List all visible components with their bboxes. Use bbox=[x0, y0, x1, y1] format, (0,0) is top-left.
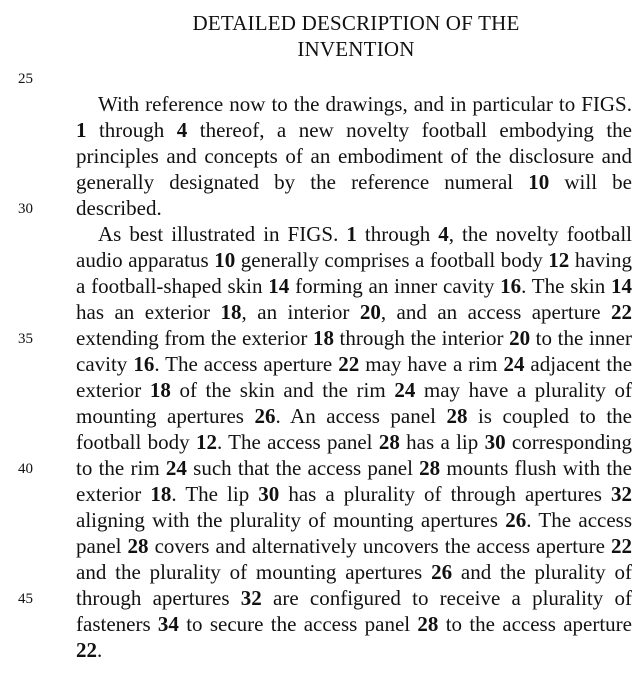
text-run: , an interior bbox=[241, 300, 360, 324]
reference-numeral: 1 bbox=[346, 222, 357, 246]
text-run: has a plurality of through apertures bbox=[279, 482, 612, 506]
text-run: . The access panel bbox=[76, 508, 632, 558]
text-run: , the novelty football audio apparatus bbox=[76, 222, 633, 272]
paragraph bbox=[76, 221, 632, 663]
text-run: are configured to receive a plurality of fasteners bbox=[76, 586, 632, 636]
reference-numeral: 4 bbox=[438, 222, 449, 246]
reference-numeral: 12 bbox=[548, 248, 570, 272]
text-run: . The access panel bbox=[216, 430, 379, 454]
reference-numeral: 4 bbox=[176, 118, 188, 142]
reference-numeral: 12 bbox=[195, 430, 217, 454]
reference-numeral: 10 bbox=[528, 170, 550, 194]
line-number-30: 30 bbox=[18, 201, 33, 217]
reference-numeral: 18 bbox=[220, 300, 242, 324]
text-run: of the skin and the rim bbox=[170, 378, 395, 402]
text-run: is coupled to the football body bbox=[76, 404, 632, 454]
text-run: . The lip bbox=[171, 482, 259, 506]
line-number-40: 40 bbox=[18, 461, 33, 477]
reference-numeral: 20 bbox=[359, 300, 381, 324]
line-number-45: 45 bbox=[18, 591, 33, 607]
reference-numeral: 14 bbox=[611, 274, 633, 298]
text-run: covers and alternatively uncovers the access aperture bbox=[148, 534, 611, 558]
reference-numeral: 16 bbox=[500, 274, 522, 298]
reference-numeral: 26 bbox=[505, 508, 527, 532]
reference-numeral: 32 bbox=[611, 482, 633, 506]
reference-numeral: 20 bbox=[509, 326, 531, 350]
text-run: . bbox=[97, 638, 103, 662]
text-run: to the access aperture bbox=[438, 612, 632, 636]
text-run: through the interior bbox=[333, 326, 510, 350]
text-run: aligning with the plurality of mounting apertures bbox=[76, 508, 506, 532]
text-run: and the plurality of through apertures bbox=[76, 560, 632, 610]
reference-numeral: 32 bbox=[240, 586, 262, 610]
text-run: With reference now to the drawings, and in particular to FIGS. bbox=[98, 92, 632, 116]
reference-numeral: 24 bbox=[394, 378, 416, 402]
reference-numeral: 22 bbox=[338, 352, 360, 376]
text-run: will be described. bbox=[76, 170, 632, 220]
text-run: As best illustrated in FIGS. bbox=[98, 222, 347, 246]
reference-numeral: 22 bbox=[611, 534, 632, 558]
text-run: to the inner cavity bbox=[76, 326, 632, 376]
reference-numeral: 28 bbox=[378, 430, 400, 454]
reference-numeral: 1 bbox=[76, 118, 87, 142]
text-run: and the plurality of mounting apertures bbox=[76, 560, 432, 584]
reference-numeral: 14 bbox=[268, 274, 290, 298]
text-run: forming an inner cavity bbox=[289, 274, 501, 298]
reference-numeral: 28 bbox=[127, 534, 149, 558]
text-run: through bbox=[86, 118, 177, 142]
reference-numeral: 16 bbox=[133, 352, 155, 376]
line-number-25: 25 bbox=[18, 71, 33, 87]
reference-numeral: 34 bbox=[157, 612, 179, 636]
text-run: thereof, a new novelty football embodying the principles and concepts of an embodiment of the disclosure and generally designated by the reference numeral bbox=[76, 118, 632, 194]
text-run: may have a rim bbox=[359, 352, 504, 376]
text-run: to secure the access panel bbox=[178, 612, 418, 636]
text-run: such that the access panel bbox=[186, 456, 420, 480]
text-run: . The skin bbox=[521, 274, 612, 298]
text-run: has a lip bbox=[399, 430, 485, 454]
reference-numeral: 30 bbox=[484, 430, 506, 454]
text-run: . An access panel bbox=[275, 404, 447, 428]
reference-numeral: 28 bbox=[419, 456, 441, 480]
reference-numeral: 24 bbox=[503, 352, 525, 376]
reference-numeral: 28 bbox=[417, 612, 439, 636]
text-run: generally comprises a football body bbox=[235, 248, 549, 272]
text-run: extending from the exterior bbox=[76, 326, 313, 350]
section-heading-line-2: INVENTION bbox=[297, 37, 415, 61]
line-number-35: 35 bbox=[18, 331, 33, 347]
reference-numeral: 10 bbox=[214, 248, 236, 272]
section-heading-line-1: DETAILED DESCRIPTION OF THE bbox=[192, 11, 520, 35]
reference-numeral: 24 bbox=[165, 456, 187, 480]
reference-numeral: 26 bbox=[254, 404, 276, 428]
reference-numeral: 22 bbox=[610, 300, 632, 324]
text-run: may have a plurality of mounting apertures bbox=[76, 378, 633, 428]
description-body bbox=[76, 91, 632, 663]
paragraph bbox=[76, 91, 632, 221]
reference-numeral: 22 bbox=[76, 638, 97, 662]
reference-numeral: 18 bbox=[149, 378, 171, 402]
reference-numeral: 26 bbox=[431, 560, 453, 584]
text-run: , and an access aperture bbox=[380, 300, 611, 324]
reference-numeral: 18 bbox=[312, 326, 334, 350]
text-run: has an exterior bbox=[76, 300, 221, 324]
reference-numeral: 18 bbox=[150, 482, 172, 506]
text-run: corresponding to the rim bbox=[76, 430, 633, 480]
section-heading bbox=[76, 10, 636, 62]
text-run: having a football-shaped skin bbox=[76, 248, 632, 298]
text-run: adjacent the exterior bbox=[76, 352, 633, 402]
text-run: through bbox=[356, 222, 439, 246]
text-run: mounts flush with the exterior bbox=[76, 456, 632, 506]
reference-numeral: 30 bbox=[258, 482, 280, 506]
text-run: . The access aperture bbox=[154, 352, 339, 376]
reference-numeral: 28 bbox=[446, 404, 468, 428]
